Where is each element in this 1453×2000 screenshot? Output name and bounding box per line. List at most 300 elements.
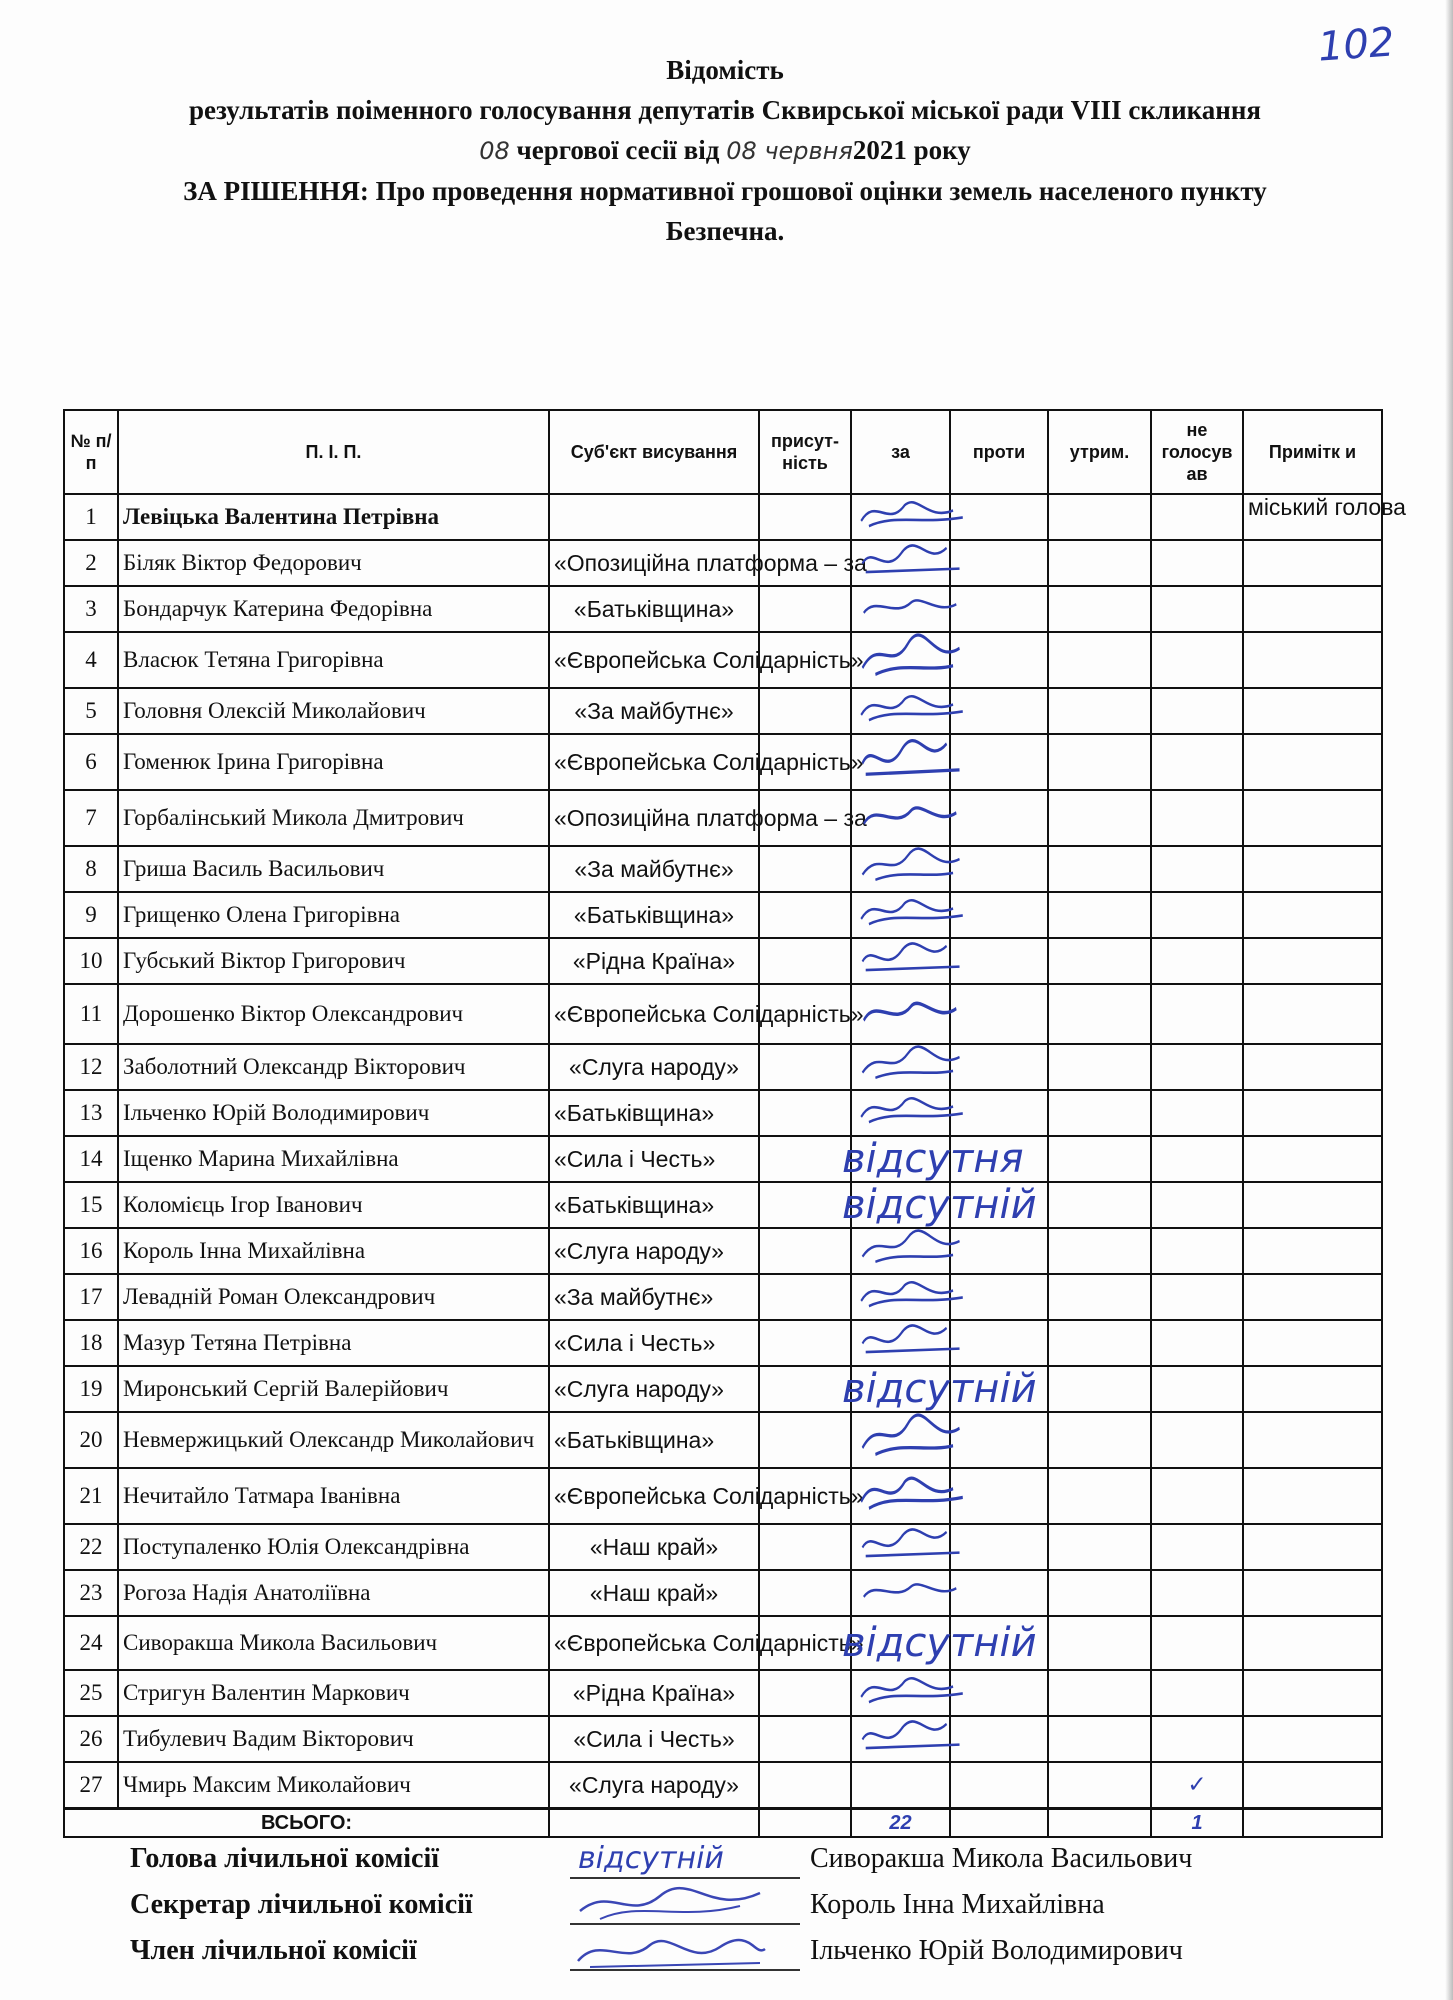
col-header: П. І. П. (118, 410, 549, 494)
commission-person: Ільченко Юрій Володимирович (810, 1935, 1183, 1966)
table-row (64, 1182, 1382, 1228)
note-cell (1243, 1412, 1382, 1468)
not-voted-cell (1151, 1716, 1243, 1762)
note-cell (1243, 1570, 1382, 1616)
not-voted-cell (1151, 1412, 1243, 1468)
commission-signature: відсутній (578, 1841, 724, 1876)
table-row (64, 734, 1382, 790)
abstain-cell (1048, 734, 1151, 790)
deputy-name: Гоменюк Ірина Григорівна (118, 734, 549, 790)
not-voted-cell (1151, 688, 1243, 734)
table-header-row (64, 410, 1382, 494)
note-cell (1243, 1320, 1382, 1366)
not-voted-cell: ✓ (1151, 1762, 1243, 1809)
absent-mark: відсутній (842, 1366, 1037, 1412)
not-voted-cell (1151, 984, 1243, 1044)
party-cell: «Батьківщина» (549, 892, 759, 938)
presence-cell (759, 1044, 851, 1090)
col-header: не голосув ав (1151, 410, 1243, 494)
vote-for-cell (851, 846, 950, 892)
signature-mark (856, 1671, 966, 1709)
vote-for-cell (851, 790, 950, 846)
party-cell: «Слуга народу» (549, 1044, 759, 1090)
vote-for-cell (851, 1716, 950, 1762)
note-cell (1243, 586, 1382, 632)
vote-for-cell (851, 586, 950, 632)
presence-cell (759, 1274, 851, 1320)
party-cell: «Європейська Солідарність» (549, 984, 759, 1044)
col-header: за (851, 410, 950, 494)
signature-mark (856, 1229, 966, 1267)
row-number: 9 (64, 892, 118, 938)
vote-for-cell (851, 632, 950, 688)
commission-person: Сиворакша Микола Васильович (810, 1843, 1193, 1874)
party-cell: «Європейська Солідарність» (549, 1468, 759, 1524)
signature-mark (856, 791, 966, 839)
not-voted-cell (1151, 1570, 1243, 1616)
table-row (64, 1274, 1382, 1320)
not-voted-cell (1151, 632, 1243, 688)
deputy-name: Коломієць Ігор Іванович (118, 1182, 549, 1228)
signature-mark (856, 689, 966, 727)
abstain-cell (1048, 984, 1151, 1044)
row-number: 13 (64, 1090, 118, 1136)
not-voted-cell (1151, 586, 1243, 632)
session-date: 08 червня (726, 137, 853, 165)
commission-row (130, 1935, 1250, 1981)
signature-mark (856, 1091, 966, 1129)
presence-cell (759, 586, 851, 632)
session-number: 08 (479, 137, 510, 165)
col-header: Примітк и (1243, 410, 1382, 494)
scan-edge (1445, 0, 1453, 2000)
session-text: чергової сесії від (516, 135, 720, 165)
deputy-name: Заболотний Олександр Вікторович (118, 1044, 549, 1090)
table-row (64, 586, 1382, 632)
party-cell: «Сила і Честь» (549, 1320, 759, 1366)
deputy-name: Нечитайло Татмара Іванівна (118, 1468, 549, 1524)
note-cell (1243, 1366, 1382, 1412)
abstain-cell (1048, 790, 1151, 846)
table-row (64, 1228, 1382, 1274)
table-row (64, 938, 1382, 984)
deputy-name: Сиворакша Микола Васильович (118, 1616, 549, 1670)
presence-cell (759, 1716, 851, 1762)
note-cell (1243, 1274, 1382, 1320)
table-row (64, 540, 1382, 586)
vote-for-cell (842, 1366, 1037, 1412)
table-row (64, 1762, 1382, 1809)
note-cell (1243, 938, 1382, 984)
presence-cell (759, 1366, 851, 1412)
session-year: 2021 року (852, 135, 971, 165)
vote-for-cell (851, 494, 950, 540)
not-voted-cell (1151, 1228, 1243, 1274)
row-number: 26 (64, 1716, 118, 1762)
abstain-cell (1048, 1412, 1151, 1468)
signature-image (570, 1927, 770, 1973)
abstain-cell (1048, 846, 1151, 892)
deputy-name: Левадній Роман Олександрович (118, 1274, 549, 1320)
deputy-name: Головня Олексій Миколайович (118, 688, 549, 734)
abstain-cell (1048, 892, 1151, 938)
signature-mark (856, 587, 966, 625)
note-cell (1243, 1468, 1382, 1524)
deputy-name: Чмирь Максим Миколайович (118, 1762, 549, 1809)
row-number: 16 (64, 1228, 118, 1274)
row-number: 23 (64, 1570, 118, 1616)
party-cell: «Рідна Країна» (549, 1670, 759, 1716)
not-voted-cell (1151, 1090, 1243, 1136)
vote-for-cell (842, 1182, 1037, 1228)
abstain-cell (1048, 1570, 1151, 1616)
not-voted-cell (1151, 938, 1243, 984)
deputy-name: Гриша Василь Васильович (118, 846, 549, 892)
deputy-name: Мазур Тетяна Петрівна (118, 1320, 549, 1366)
party-cell: «Наш край» (549, 1570, 759, 1616)
party-cell: «За майбутнє» (549, 1274, 759, 1320)
presence-cell (759, 1524, 851, 1570)
presence-cell (759, 1762, 851, 1809)
note-cell (1243, 1716, 1382, 1762)
row-number: 24 (64, 1616, 118, 1670)
table-row (64, 632, 1382, 688)
total-label: ВСЬОГО: (64, 1809, 549, 1838)
commission-role: Голова лічильної комісії (130, 1843, 440, 1874)
vote-for-cell (842, 1616, 1037, 1670)
total-row (64, 1809, 1382, 1838)
document-subtitle: результатів поіменного голосування депутатів Сквирської міської ради VIII скликання (188, 95, 1262, 125)
not-voted-cell (1151, 1468, 1243, 1524)
party-cell: «Слуга народу» (549, 1366, 759, 1412)
signature-mark (856, 1275, 966, 1313)
signature-mark (856, 1525, 966, 1563)
col-header: № п/п (64, 410, 118, 494)
presence-cell (759, 1412, 851, 1468)
abstain-cell (1048, 1044, 1151, 1090)
row-number: 15 (64, 1182, 118, 1228)
note-cell (1243, 1524, 1382, 1570)
vote-for-cell (842, 1136, 1024, 1182)
table-row (64, 1716, 1382, 1762)
vote-for-cell (851, 1044, 950, 1090)
row-number: 11 (64, 984, 118, 1044)
abstain-cell (1048, 586, 1151, 632)
note-cell (1243, 846, 1382, 892)
abstain-cell (1048, 938, 1151, 984)
table-row (64, 1136, 1382, 1182)
note-cell (1243, 1616, 1382, 1670)
vote-for-cell (851, 1412, 950, 1468)
abstain-cell (1048, 1468, 1151, 1524)
table-row (64, 1670, 1382, 1716)
row-number: 7 (64, 790, 118, 846)
vote-for-cell (851, 540, 950, 586)
table-row (64, 892, 1382, 938)
party-cell: «Опозиційна платформа – за (549, 790, 759, 846)
row-number: 8 (64, 846, 118, 892)
presence-cell (759, 938, 851, 984)
table-row (64, 494, 1382, 540)
abstain-cell (1048, 1716, 1151, 1762)
deputy-name: Стригун Валентин Маркович (118, 1670, 549, 1716)
party-cell (549, 494, 759, 540)
presence-cell (759, 1182, 851, 1228)
table-row (64, 1616, 1382, 1670)
col-header: присут-ність (759, 410, 851, 494)
abstain-cell (1048, 1524, 1151, 1570)
deputy-name: Тибулевич Вадим Вікторович (118, 1716, 549, 1762)
table-row (64, 1468, 1382, 1524)
row-number: 22 (64, 1524, 118, 1570)
not-voted-cell (1151, 1366, 1243, 1412)
signature-mark (856, 1413, 966, 1461)
abstain-cell (1048, 632, 1151, 688)
party-cell: «Наш край» (549, 1524, 759, 1570)
table-row (64, 1524, 1382, 1570)
vote-for-cell (851, 1320, 950, 1366)
deputy-name: Король Інна Михайлівна (118, 1228, 549, 1274)
vote-for-cell (851, 1274, 950, 1320)
table-row (64, 688, 1382, 734)
party-cell: «Батьківщина» (549, 1090, 759, 1136)
deputy-name: Невмержицький Олександр Миколайович (118, 1412, 549, 1468)
note-cell (1243, 984, 1382, 1044)
party-cell: «Європейська Солідарність» (549, 1616, 759, 1670)
signature-mark (856, 1045, 966, 1083)
presence-cell (759, 1090, 851, 1136)
note-cell (1243, 632, 1382, 688)
col-header: Суб'єкт висування (549, 410, 759, 494)
vote-for-cell (851, 1090, 950, 1136)
note-cell (1243, 1228, 1382, 1274)
table-row (64, 846, 1382, 892)
not-voted-cell (1151, 734, 1243, 790)
note-cell (1243, 1762, 1382, 1809)
vote-for-cell (851, 892, 950, 938)
absent-mark: відсутній (842, 1620, 1037, 1666)
abstain-cell (1048, 1366, 1151, 1412)
note-cell (1243, 790, 1382, 846)
party-cell: «Європейська Солідарність» (549, 734, 759, 790)
not-voted-cell (1151, 1182, 1243, 1228)
party-cell: «Батьківщина» (549, 586, 759, 632)
document-header (60, 50, 1390, 251)
vote-for-cell (851, 734, 950, 790)
signature-mark (856, 1469, 966, 1517)
session-line (60, 130, 1390, 171)
abstain-cell (1048, 1670, 1151, 1716)
row-number: 3 (64, 586, 118, 632)
note-cell (1243, 1670, 1382, 1716)
presence-cell (759, 1320, 851, 1366)
signature-mark (856, 893, 966, 931)
deputy-name: Біляк Віктор Федорович (118, 540, 549, 586)
not-voted-cell (1151, 1524, 1243, 1570)
commission-role: Секретар лічильної комісії (130, 1889, 473, 1920)
party-cell: «Опозиційна платформа – за (549, 540, 759, 586)
vote-for-cell (851, 1570, 950, 1616)
deputy-name: Ільченко Юрій Володимирович (118, 1090, 549, 1136)
party-cell: «Слуга народу» (549, 1228, 759, 1274)
page-number: 102 (1316, 19, 1396, 71)
vote-for-cell (851, 1670, 950, 1716)
deputy-name: Рогоза Надія Анатоліївна (118, 1570, 549, 1616)
party-cell: «Європейська Солідарність» (549, 632, 759, 688)
document-title: Відомість (666, 55, 784, 85)
deputy-name: Власюк Тетяна Григорівна (118, 632, 549, 688)
note-cell: міський голова (1243, 494, 1382, 540)
counting-commission (130, 1843, 1250, 1981)
abstain-cell (1048, 1762, 1151, 1809)
row-number: 18 (64, 1320, 118, 1366)
signature-mark (856, 735, 966, 783)
party-cell: «За майбутнє» (549, 688, 759, 734)
not-voted-cell (1151, 1670, 1243, 1716)
presence-cell (759, 892, 851, 938)
presence-cell (759, 1570, 851, 1616)
note-cell (1243, 1090, 1382, 1136)
table-row (64, 1570, 1382, 1616)
total-za: 22 (851, 1809, 950, 1838)
row-number: 25 (64, 1670, 118, 1716)
note-cell (1243, 1182, 1382, 1228)
decision-place: Безпечна. (665, 216, 785, 246)
note-cell (1243, 688, 1382, 734)
not-voted-cell (1151, 892, 1243, 938)
note-cell (1243, 540, 1382, 586)
vote-for-cell (851, 1228, 950, 1274)
presence-cell (759, 1228, 851, 1274)
vote-for-cell (851, 938, 950, 984)
deputy-name: Миронський Сергій Валерійович (118, 1366, 549, 1412)
signature-mark (856, 1717, 966, 1755)
abstain-cell (1048, 1136, 1151, 1182)
row-number: 5 (64, 688, 118, 734)
row-number: 4 (64, 632, 118, 688)
row-number: 2 (64, 540, 118, 586)
table-row (64, 1044, 1382, 1090)
party-cell: «За майбутнє» (549, 846, 759, 892)
absent-mark: відсутній (842, 1182, 1037, 1228)
table-row (64, 1412, 1382, 1468)
table-row (64, 1366, 1382, 1412)
signature-mark (856, 1321, 966, 1359)
party-cell: «Батьківщина» (549, 1182, 759, 1228)
not-voted-cell (1151, 540, 1243, 586)
abstain-cell (1048, 1182, 1151, 1228)
row-number: 14 (64, 1136, 118, 1182)
not-voted-cell (1151, 1136, 1243, 1182)
row-number: 12 (64, 1044, 118, 1090)
row-number: 21 (64, 1468, 118, 1524)
deputy-name: Горбалінський Микола Дмитрович (118, 790, 549, 846)
signature-mark (856, 985, 966, 1037)
row-number: 17 (64, 1274, 118, 1320)
vote-against-cell (950, 1762, 1048, 1809)
deputy-name: Поступаленко Юлія Олександрівна (118, 1524, 549, 1570)
abstain-cell (1048, 540, 1151, 586)
commission-role: Член лічильної комісії (130, 1935, 417, 1966)
table-row (64, 1320, 1382, 1366)
table-row (64, 1090, 1382, 1136)
party-cell: «Рідна Країна» (549, 938, 759, 984)
absent-mark: відсутня (842, 1136, 1024, 1182)
abstain-cell (1048, 1274, 1151, 1320)
table-row (64, 984, 1382, 1044)
vote-for-cell (851, 688, 950, 734)
row-number: 10 (64, 938, 118, 984)
abstain-cell (1048, 688, 1151, 734)
vote-for-cell (851, 1762, 950, 1809)
row-number: 27 (64, 1762, 118, 1809)
decision-title: ЗА РІШЕННЯ: Про проведення нормативної грошової оцінки земель населеного пункту (183, 176, 1267, 206)
signature-mark (856, 633, 966, 681)
row-number: 19 (64, 1366, 118, 1412)
party-cell: «Слуга народу» (549, 1762, 759, 1809)
presence-cell (759, 846, 851, 892)
presence-cell (759, 494, 851, 540)
deputy-name: Бондарчук Катерина Федорівна (118, 586, 549, 632)
abstain-cell (1048, 1616, 1151, 1670)
party-cell: «Сила і Честь» (549, 1136, 759, 1182)
abstain-cell (1048, 494, 1151, 540)
not-voted-cell (1151, 1274, 1243, 1320)
col-header: утрим. (1048, 410, 1151, 494)
row-number: 6 (64, 734, 118, 790)
total-not-voted: 1 (1151, 1809, 1243, 1838)
presence-cell (759, 688, 851, 734)
note-cell (1243, 1044, 1382, 1090)
abstain-cell (1048, 1228, 1151, 1274)
abstain-cell (1048, 1090, 1151, 1136)
row-number: 1 (64, 494, 118, 540)
note-cell (1243, 734, 1382, 790)
signature-image (570, 1881, 770, 1927)
presence-cell (759, 1136, 851, 1182)
note-cell (1243, 1136, 1382, 1182)
commission-person: Король Інна Михайлівна (810, 1889, 1105, 1920)
row-number: 20 (64, 1412, 118, 1468)
signature-mark (856, 847, 966, 885)
note-cell (1243, 892, 1382, 938)
not-voted-cell (1151, 846, 1243, 892)
abstain-cell (1048, 1320, 1151, 1366)
signature-mark (856, 495, 966, 533)
deputy-name: Грищенко Олена Григорівна (118, 892, 549, 938)
not-voted-cell (1151, 1616, 1243, 1670)
not-voted-cell (1151, 1320, 1243, 1366)
not-voted-cell (1151, 790, 1243, 846)
signature-mark (856, 541, 966, 579)
vote-for-cell (851, 1524, 950, 1570)
party-cell: «Батьківщина» (549, 1412, 759, 1468)
vote-for-cell (851, 984, 950, 1044)
party-cell: «Сила і Честь» (549, 1716, 759, 1762)
signature-mark (856, 939, 966, 977)
col-header: проти (950, 410, 1048, 494)
deputy-name: Іщенко Марина Михайлівна (118, 1136, 549, 1182)
not-voted-cell (1151, 494, 1243, 540)
deputy-name: Дорошенко Віктор Олександрович (118, 984, 549, 1044)
deputy-name: Левіцька Валентина Петрівна (118, 494, 549, 540)
not-voted-cell (1151, 1044, 1243, 1090)
table-row (64, 790, 1382, 846)
deputy-name: Губський Віктор Григорович (118, 938, 549, 984)
signature-mark (856, 1571, 966, 1609)
presence-cell (759, 1670, 851, 1716)
vote-for-cell (851, 1468, 950, 1524)
